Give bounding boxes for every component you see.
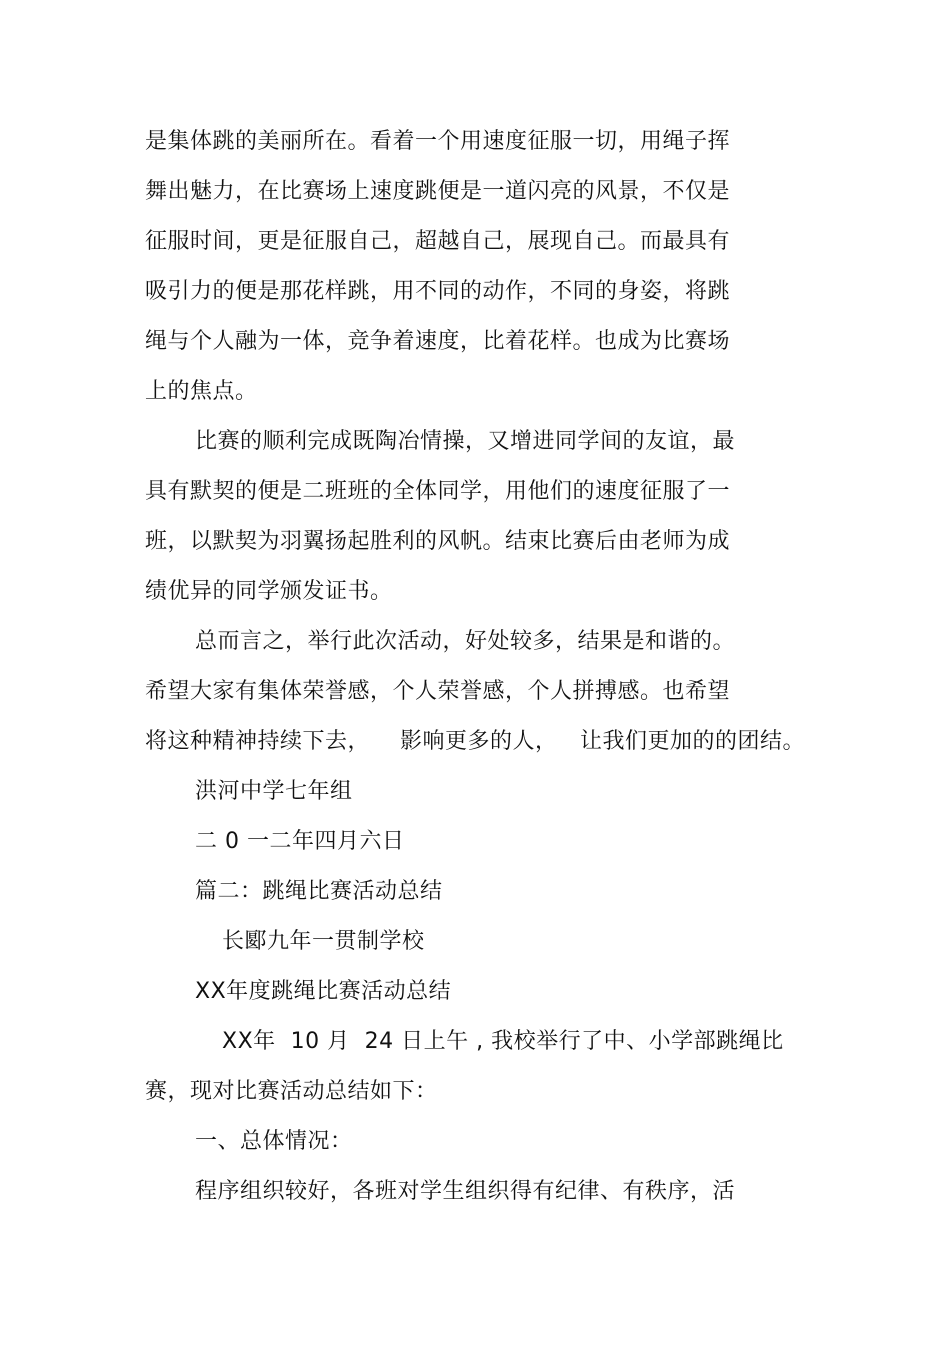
signature-organization: 洪河中学七年组 [195, 779, 353, 804]
school-name: 长郾九年一贯制学校 [222, 929, 425, 954]
section-heading: 篇二：跳绳比赛活动总结 [195, 879, 443, 904]
paragraph-start-line: 总而言之，举行此次活动，好处较多，结果是和谐的。 [195, 629, 736, 654]
text-line: 是集体跳的美丽所在。看着一个用速度征服一切，用绳子挥 [145, 129, 731, 154]
text-line: 班，以默契为羽翼扬起胜利的风帆。结束比赛后由老师为成 [145, 529, 731, 554]
text-line: 绳与个人融为一体，竞争着速度，比着花样。也成为比赛场 [145, 329, 731, 354]
text-line: 舞出魅力，在比赛场上速度跳便是一道闪亮的风景，不仅是 [145, 179, 731, 204]
paragraph-start-line: XX年 10 月 24 日上午 , 我校举行了中、小学部跳绳比 [222, 1029, 784, 1054]
text-line: 希望大家有集体荣誉感，个人荣誉感，个人拼搏感。也希望 [145, 679, 731, 704]
text-line: 征服时间，更是征服自己，超越自己，展现自己。而最具有 [145, 229, 731, 254]
paragraph-start-line: 程序组织较好，各班对学生组织得有纪律、有秩序，活 [195, 1179, 736, 1204]
subsection-heading: 一、总体情况： [195, 1129, 353, 1154]
text-line: 将这种精神持续下去， 影响更多的人， 让我们更加的的团结。 [145, 729, 805, 754]
text-line: 赛，现对比赛活动总结如下： [145, 1079, 438, 1104]
text-line: 具有默契的便是二班班的全体同学，用他们的速度征服了一 [145, 479, 731, 504]
signature-date: 二 0 一二年四月六日 [195, 829, 405, 854]
report-title: XX年度跳绳比赛活动总结 [195, 979, 452, 1004]
text-line: 吸引力的便是那花样跳，用不同的动作，不同的身姿，将跳 [145, 279, 731, 304]
paragraph-start-line: 比赛的顺利完成既陶冶情操，又增进同学间的友谊，最 [195, 429, 736, 454]
text-line: 绩优异的同学颁发证书。 [145, 579, 393, 604]
text-line: 上的焦点。 [145, 379, 258, 404]
